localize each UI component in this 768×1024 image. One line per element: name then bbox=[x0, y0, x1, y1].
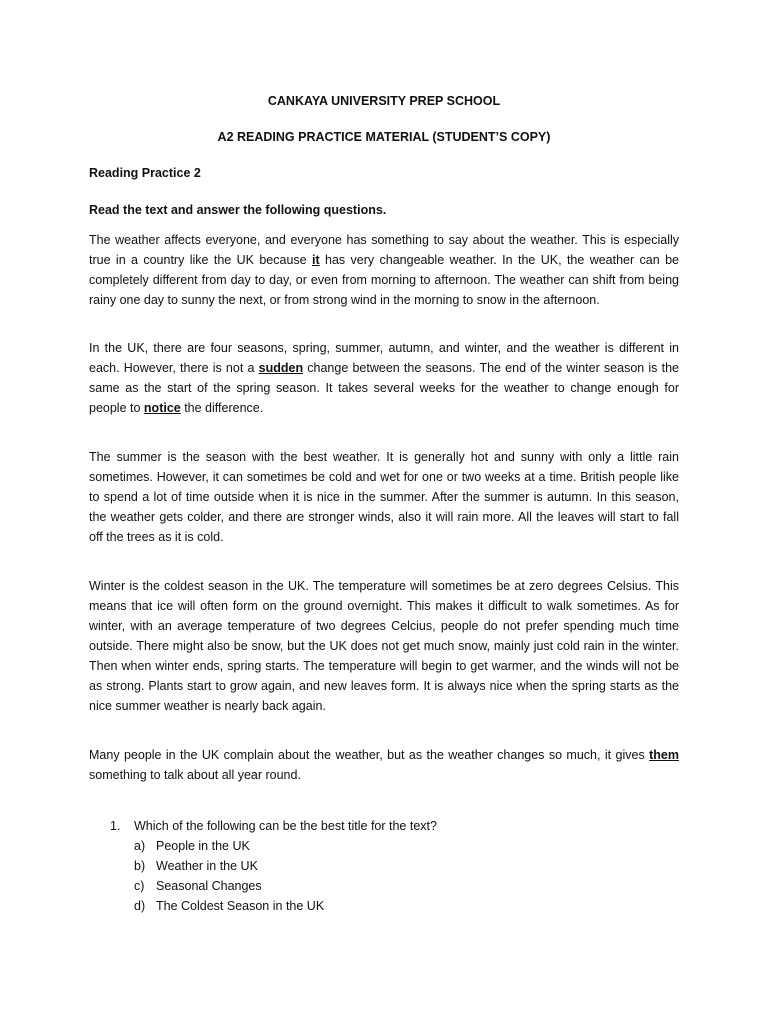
instruction-text: Read the text and answer the following questions. bbox=[89, 203, 387, 217]
answer-option-a[interactable] bbox=[134, 836, 324, 856]
paragraph-text: has very changeable weather. In the UK, the weather can be completely different from day to day, or even from morning to afternoon. The weather can shift from being rainy one day to sunny the next, or from strong wind in the morning to snow in the afternoon. bbox=[89, 253, 679, 307]
question-number: 1. bbox=[110, 819, 121, 833]
material-heading: A2 READING PRACTICE MATERIAL (STUDENT’S COPY) bbox=[217, 130, 551, 144]
answer-options bbox=[134, 836, 324, 916]
question-1 bbox=[110, 816, 437, 836]
practice-title: Reading Practice 2 bbox=[89, 166, 201, 180]
answer-option-d[interactable] bbox=[134, 896, 324, 916]
paragraph-5 bbox=[89, 745, 679, 785]
underlined-word-it: it bbox=[311, 253, 320, 267]
paragraph-4: Winter is the coldest season in the UK. The temperature will sometimes be at zero degrees Celsius. This means that ice will often form on the ground overnight. This makes it difficult to walk sometimes. As for winter, with an average temperature of two degrees Celcius, people do not prefer spending much time outside. There might also be snow, but the UK does not get much snow, mainly just cold rain in the winter. Then when winter ends, spring starts. The temperature will begin to get warmer, and the winds will not be as strong. Plants start to grow again, and new leaves form. It is always nice when the spring starts as the nice summer weather is nearly back again. bbox=[89, 579, 679, 713]
option-letter: b) bbox=[134, 859, 146, 873]
question-text: Which of the following can be the best title for the text? bbox=[134, 819, 437, 833]
underlined-word-them: them bbox=[649, 748, 679, 762]
paragraph-text: change between the seasons. The end of the winter season is the same as the start of the spring season. It takes several weeks for the weather to change enough for people to bbox=[89, 361, 679, 415]
paragraph-3: The summer is the season with the best weather. It is generally hot and sunny with only a little rain sometimes. However, it can sometimes be cold and wet for one or two weeks at a time. British people like to spend a lot of time outside when it is nice in the summer. After the summer is autumn. In this season, the weather gets colder, and there are stronger winds, also it will rain more. All the leaves will start to fall off the trees as it is cold. bbox=[89, 450, 679, 544]
option-letter: c) bbox=[134, 879, 145, 893]
paragraph-text: In the UK, there are four seasons, spring, summer, autumn, and winter, and the weather is different in each. However, there is not a bbox=[89, 341, 679, 375]
school-heading: CANKAYA UNIVERSITY PREP SCHOOL bbox=[267, 94, 501, 108]
paragraph-2 bbox=[89, 338, 679, 418]
option-letter: a) bbox=[134, 839, 146, 853]
option-text: Seasonal Changes bbox=[156, 879, 262, 893]
underlined-word-sudden: sudden bbox=[258, 361, 304, 375]
answer-option-b[interactable] bbox=[134, 856, 324, 876]
paragraph-text: The weather affects everyone, and everyone has something to say about the weather. This is especially true in a country like the UK because bbox=[89, 233, 679, 267]
option-text: Weather in the UK bbox=[156, 859, 258, 873]
option-letter: d) bbox=[134, 899, 146, 913]
underlined-word-notice: notice bbox=[143, 401, 181, 415]
option-text: People in the UK bbox=[156, 839, 250, 853]
paragraph-text: something to talk about all year round. bbox=[89, 768, 301, 782]
paragraph-text: the difference. bbox=[180, 401, 264, 415]
paragraph-text: Many people in the UK complain about the weather, but as the weather changes so much, it gives bbox=[89, 748, 650, 762]
answer-option-c[interactable] bbox=[134, 876, 324, 896]
option-text: The Coldest Season in the UK bbox=[156, 899, 325, 913]
paragraph-1 bbox=[89, 230, 679, 310]
